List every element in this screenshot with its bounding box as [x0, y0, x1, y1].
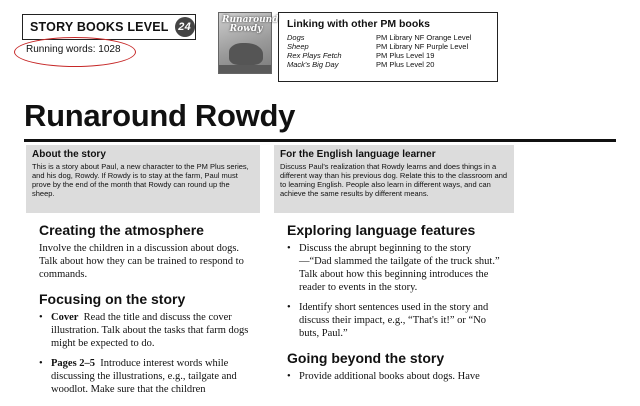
list-item: [39, 357, 254, 396]
about-story-box: [26, 145, 260, 213]
bullet-icon: •: [287, 302, 291, 313]
item-lead: Pages 2–5: [51, 358, 96, 369]
cover-title-line2: Rowdy: [229, 24, 263, 34]
item-text: Read the title and discuss the cover illustration. Talk about the tasks that farm dogs might be expected to do.: [51, 312, 249, 349]
item-lead: Cover: [51, 312, 79, 323]
list-item: [287, 242, 502, 294]
page-title: Runaround Rowdy: [24, 98, 296, 133]
linking-level: PM Plus Level 19: [376, 51, 435, 60]
linking-row: [287, 60, 489, 69]
ell-heading: For the English language learner: [280, 149, 436, 160]
linking-title: Mack's Big Day: [287, 60, 339, 69]
about-text: This is a story about Paul, a new character to the PM Plus series, and his dog, Rowdy. If Rowdy is to stay at the farm, Paul must prove by the end of the month that Rowdy can round up the sheep.: [32, 162, 249, 198]
running-words: Running words: 1028: [26, 44, 121, 55]
linking-level: PM Library NF Orange Level: [376, 33, 472, 42]
linking-title: Rex Plays Fetch: [287, 51, 342, 60]
linking-title: Dogs: [287, 33, 305, 42]
book-cover-image: [218, 12, 279, 74]
ell-text: Discuss Paul's realization that Rowdy learns and does things in a different way than his previous dog. Relate this to the classroom and to learning English. People also learn in different ways, and can achieve the same results by different means.: [280, 162, 508, 198]
beyond-heading: Going beyond the story: [287, 350, 445, 366]
item-text: Identify short sentences used in the story and discuss their impact, e.g., “That's it!” or “No buts, Paul.”: [299, 302, 489, 339]
series-label: STORY BOOKS LEVEL: [30, 20, 169, 34]
cover-title-line1: Runaround: [222, 15, 279, 25]
title-rule: [24, 139, 616, 142]
story-level-box: [22, 14, 196, 40]
bullet-icon: •: [287, 243, 291, 254]
cover-dog-illustration: [229, 43, 263, 65]
focusing-heading: Focusing on the story: [39, 291, 186, 307]
item-text: Provide additional books about dogs. Have: [299, 371, 480, 382]
linking-level: PM Plus Level 20: [376, 60, 435, 69]
item-text: Introduce interest words while discussing the illustrations, e.g., tailgate and woodlot. Make sure that the children: [51, 358, 237, 395]
annotation-oval: [14, 37, 136, 67]
exploring-list: [287, 242, 502, 340]
linking-title: Sheep: [287, 42, 309, 51]
focusing-list: [39, 311, 254, 396]
about-heading: About the story: [32, 149, 106, 160]
linking-row: [287, 42, 489, 51]
exploring-heading: Exploring language features: [287, 222, 476, 238]
linking-row: [287, 51, 489, 60]
item-text: Discuss the abrupt beginning to the story—“Dad slammed the tailgate of the truck shut.” Talk about how this beginning introduces the reader to events in the story.: [299, 243, 500, 293]
atmosphere-text: Involve the children in a discussion about dogs. Talk about how they can be trained to respond to commands.: [39, 243, 244, 280]
left-column: [39, 222, 254, 406]
atmosphere-heading: Creating the atmosphere: [39, 222, 204, 238]
linking-level: PM Library NF Purple Level: [376, 42, 469, 51]
cover-ground: [219, 65, 271, 73]
bullet-icon: •: [287, 371, 291, 382]
cover-title: [222, 15, 279, 34]
level-number-badge: 24: [175, 17, 195, 37]
linking-box: [278, 12, 498, 82]
list-item: [287, 301, 502, 340]
list-item: [287, 370, 502, 383]
beyond-list: [287, 370, 502, 383]
linking-heading: Linking with other PM books: [287, 18, 430, 30]
right-column: [287, 222, 502, 393]
ell-box: [274, 145, 514, 213]
list-item: [39, 311, 254, 350]
bullet-icon: •: [39, 358, 43, 369]
bullet-icon: •: [39, 312, 43, 323]
linking-row: [287, 33, 489, 42]
